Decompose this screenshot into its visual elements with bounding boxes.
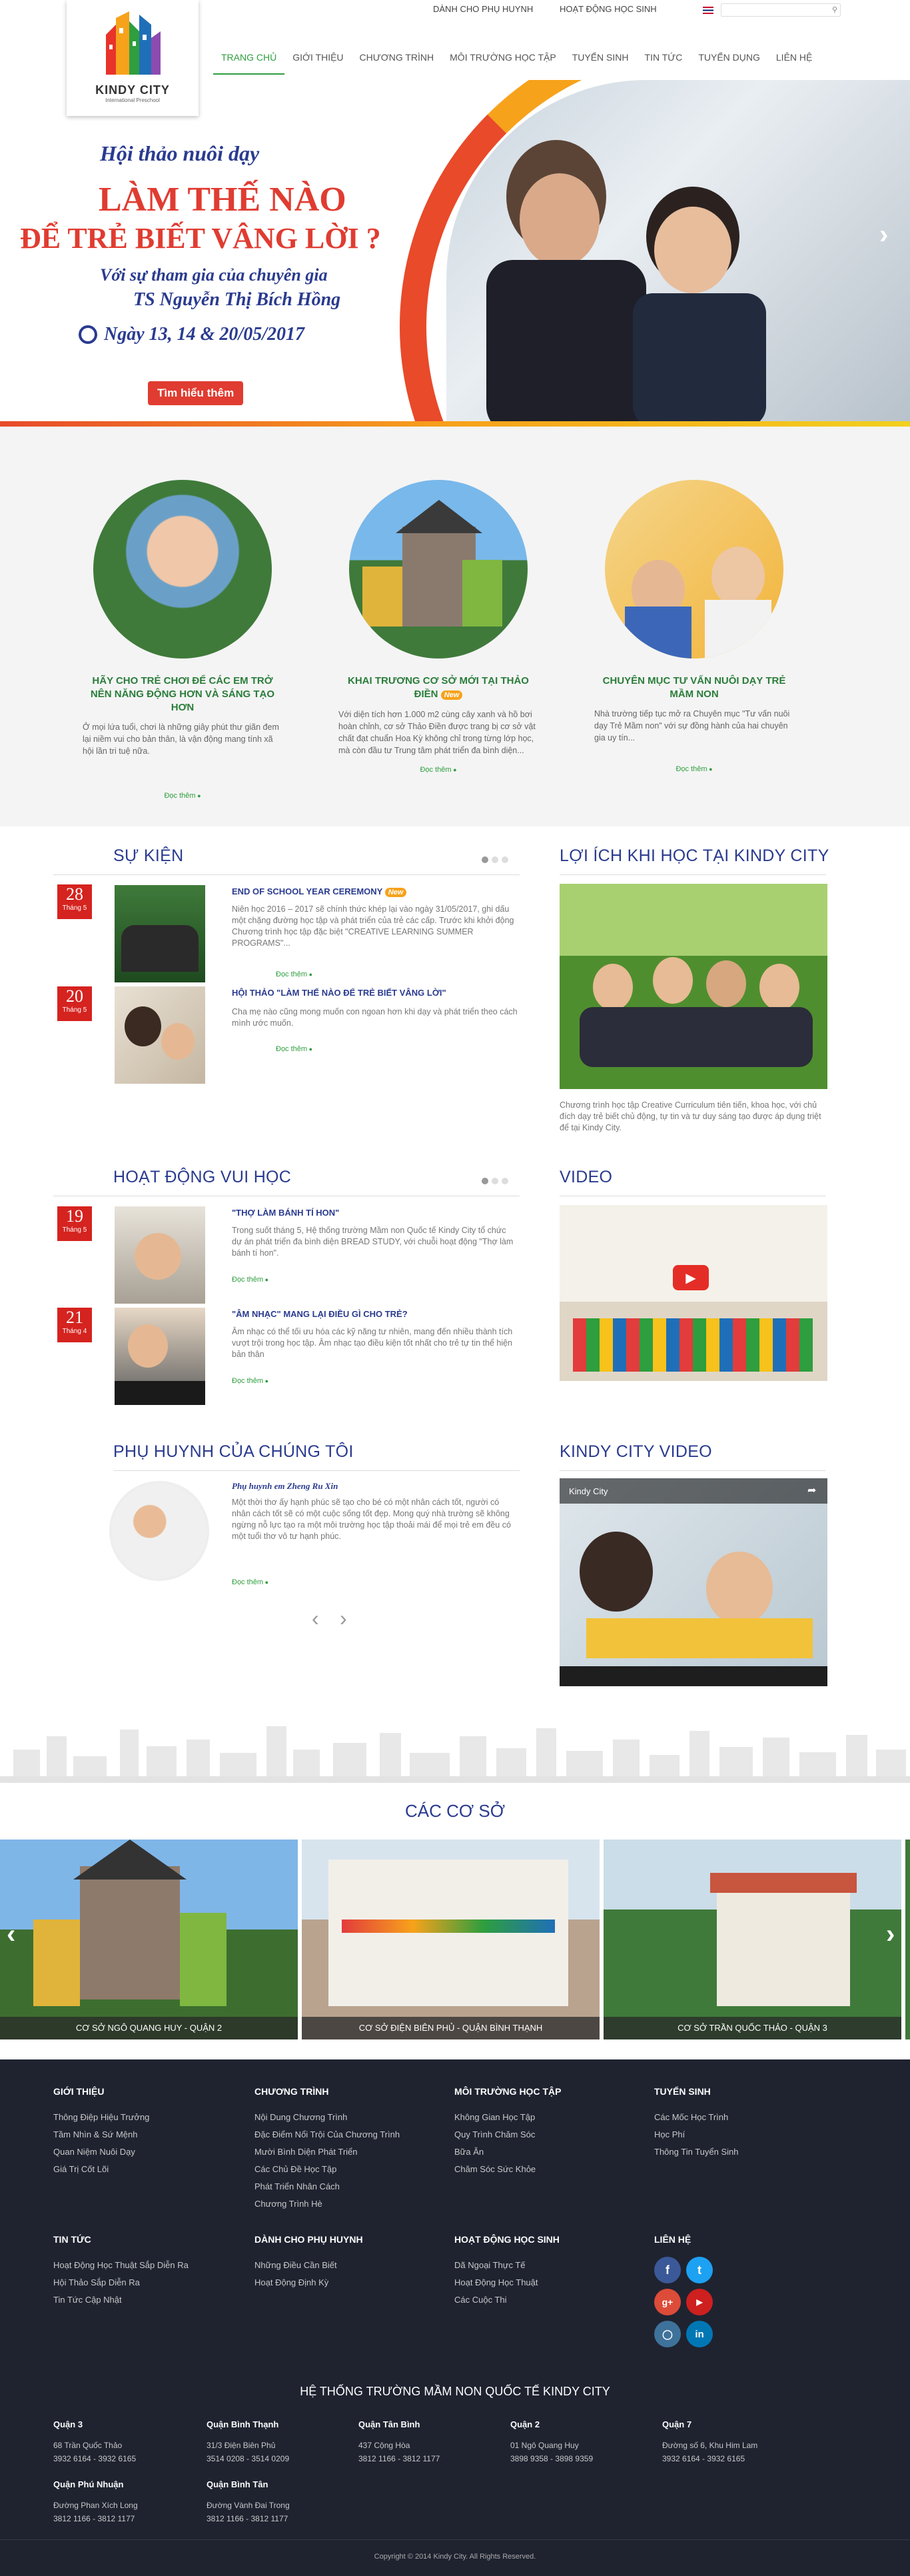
footer-heading: CHƯƠNG TRÌNH [254,2086,329,2097]
nav-news[interactable]: TIN TỨC [644,52,683,63]
play-icon[interactable]: ▶ [673,1265,709,1290]
feature-photo[interactable] [349,480,528,658]
new-badge: New [441,690,463,700]
footer-link[interactable]: Nội Dung Chương Trình [254,2112,348,2122]
read-more-link[interactable]: Đọc thêm ● [276,1045,312,1053]
nav-careers[interactable]: TUYỂN DỤNG [698,52,760,63]
read-more-link[interactable]: Đọc thêm ● [232,1377,268,1385]
hero-line4: Với sự tham gia của chuyên gia [100,265,328,285]
activity-thumbnail[interactable] [115,1206,205,1304]
address-block: Quận Phú Nhuận Đường Phan Xích Long 3812 1166 - 3812 1177 [53,2479,138,2523]
footer-link[interactable]: Hoạt Động Học Thuật [454,2277,538,2287]
google-plus-icon[interactable]: g+ [654,2289,681,2315]
search-icon[interactable]: ⚲ [831,6,837,14]
hero-banner [0,80,910,427]
address-block: Quận Bình Thạnh 31/3 Điện Biên Phủ 3514 0208 - 3514 0209 [207,2419,290,2463]
campus-prev-arrow-icon[interactable]: ‹ [7,1920,16,1949]
footer-link[interactable]: Thông Tin Tuyển Sinh [654,2147,739,2157]
feature-title[interactable]: KHAI TRƯƠNG CƠ SỞ MỚI TẠI THẢO ĐIỀN New [348,675,529,700]
footer-link[interactable]: Mười Bình Diện Phát Triển [254,2147,358,2157]
video-label: Kindy City [569,1486,608,1496]
footer-col-contact [654,2234,741,2347]
logo-name: KINDY CITY [95,83,170,97]
footer-link[interactable]: Phát Triển Nhân Cách [254,2181,340,2191]
footer-link[interactable]: Tin Tức Cập Nhật [53,2295,122,2305]
parents-title: PHỤ HUYNH CỦA CHÚNG TÔI [113,1442,354,1461]
campus-card[interactable] [0,1840,298,2039]
english-flag-icon[interactable] [703,7,713,14]
feature-title[interactable]: HÃY CHO TRẺ CHƠI ĐỂ CÁC EM TRỞ NÊN NĂNG ĐỘNG HƠN VÀ SÁNG TẠO HƠN [90,675,275,713]
event-date: 20 Tháng 5 [57,986,92,1021]
footer-link[interactable]: Các Cuộc Thi [454,2295,507,2305]
campus-card-partial[interactable] [905,1840,910,2039]
footer-link[interactable]: Bữa Ăn [454,2147,484,2157]
campus-label[interactable]: CƠ SỞ NGÔ QUANG HUY - QUẬN 2 [0,2017,298,2039]
facebook-icon[interactable]: f [654,2257,681,2283]
event-text: Niên học 2016 – 2017 sẽ chính thức khép lại vào ngày 31/05/2017, ghi dấu một chặng đường học tập và phát triển của trẻ các cấp. Trước khi khởi động Chương trình học tập đặc biệt "CREATIVE LEARNING SUMMER PROGRAMS"... [232,904,514,948]
footer-link[interactable]: Hội Thảo Sắp Diễn Ra [53,2277,140,2287]
footer-heading: LIÊN HỆ [654,2234,691,2245]
activity-thumbnail[interactable] [115,1308,205,1405]
activity-title[interactable]: "THỢ LÀM BÁNH TÍ HON" [232,1208,340,1218]
benefits-text: Chương trình học tập Creative Curriculum tiên tiến, khoa học, với chủ đích dạy trẻ biết chủ động, tự tin và tư duy sáng tạo được áp dụng triệt để tại Kindy City. [560,1100,821,1132]
clock-icon [79,325,97,344]
city-skyline [0,1723,910,1783]
footer-link[interactable]: Các Mốc Học Trình [654,2112,729,2122]
footer-link[interactable]: Quan Niệm Nuôi Dạy [53,2147,135,2157]
feature-card-advice [594,480,794,773]
hero-line3: ĐỂ TRẺ BIẾT VÂNG LỜI ? [20,222,381,255]
footer-divider [0,2539,910,2540]
footer-link[interactable]: Các Chủ Đề Học Tập [254,2164,337,2174]
footer-link[interactable]: Chăm Sóc Sức Khỏe [454,2164,536,2174]
footer-link[interactable]: Dã Ngoại Thực Tế [454,2260,526,2270]
logo-subtitle: International Preschool [105,97,160,103]
parent-avatar [109,1481,209,1581]
read-more-link[interactable]: Đọc thêm ● [164,792,201,800]
footer-link[interactable]: Thông Điệp Hiệu Trưởng [53,2112,150,2122]
feature-card-play [83,480,282,800]
search-input[interactable] [721,4,821,16]
footer-heading: GIỚI THIỆU [53,2086,105,2097]
top-link-parents[interactable]: DÀNH CHO PHỤ HUYNH [433,4,534,14]
parent-name: Phụ huynh em Zheng Ru Xin [232,1481,338,1491]
logo[interactable] [67,0,199,116]
address-block: Quận Bình Tân Đường Vành Đai Trong 3812 1166 - 3812 1177 [207,2479,290,2523]
footer-col-parents [254,2234,363,2291]
twitter-icon[interactable]: t [686,2257,713,2283]
nav-contact[interactable]: LIÊN HỆ [775,52,813,63]
new-badge: New [385,888,407,897]
top-link-students[interactable]: HOẠT ĐỘNG HỌC SINH [560,4,657,14]
events-pager[interactable] [482,856,508,863]
address-block: Quận 7 Đường số 6, Khu Him Lam 3932 6164 - 3932 6165 [662,2419,758,2463]
activity-title[interactable]: "ÂM NHẠC" MANG LẠI ĐIỀU GÌ CHO TRẺ? [232,1309,408,1319]
system-title: HỆ THỐNG TRƯỜNG MẦM NON QUỐC TẾ KINDY CITY [300,2385,610,2398]
divider [53,874,520,875]
nav-environment[interactable]: MÔI TRƯỜNG HỌC TẬP [450,52,556,63]
feature-photo[interactable] [605,480,783,658]
share-icon[interactable]: ➦ [807,1485,817,1496]
footer-heading: MÔI TRƯỜNG HỌC TẬP [454,2086,562,2097]
main-nav [213,48,820,75]
benefits-title: LỢI ÍCH KHI HỌC TẠI KINDY CITY [560,846,829,865]
footer-col-news [53,2234,189,2309]
feature-photo[interactable] [93,480,272,658]
benefits-photo[interactable] [560,884,827,1089]
events-title: SỰ KIỆN [113,846,184,865]
parent-text: Một thời thơ ấy hạnh phúc sẽ tạo cho bé có một nhân cách tốt, người có nhân cách tốt sẽ có một cuộc sống tốt đẹp. Mong quý nhà trường sẽ không ngừng nỗ lực tạo ra một môi trường học tập thoải mái để mọi trẻ em đều có một tuổi thơ vô tư hạnh phúc. [232,1498,511,1541]
event-text: Cha mẹ nào cũng mong muốn con ngoan hơn khi dạy và phát triển theo cách mình ước muốn. [232,1007,518,1028]
read-more-link[interactable]: Đọc thêm ● [232,1578,268,1586]
learn-more-button[interactable]: Tìm hiểu thêm [148,381,243,405]
campuses-title: CÁC CƠ SỞ [404,1801,506,1821]
nav-admission[interactable]: TUYỂN SINH [572,52,629,63]
footer-link[interactable]: Giá Trị Cốt Lõi [53,2164,109,2174]
hero-line1: Hội thảo nuôi dạy [100,141,260,165]
activity-date: 19 Tháng 5 [57,1206,92,1241]
hero-line2: LÀM THẾ NÀO [99,181,346,219]
footer-link[interactable]: Không Gian Học Tập [454,2112,536,2122]
address-block: Quận 2 01 Ngô Quang Huy 3898 9358 - 3898 9359 [510,2419,594,2463]
footer [0,2059,910,2576]
activity-date: 21 Tháng 4 [57,1308,92,1342]
kindy-video-player[interactable] [560,1478,827,1686]
features-section [0,427,910,826]
read-more-link[interactable]: Đọc thêm ● [676,765,712,773]
video-title: VIDEO [560,1168,613,1186]
footer-link[interactable]: Tầm Nhìn & Sứ Mệnh [53,2129,138,2139]
linkedin-icon[interactable]: in [686,2321,713,2347]
activities-pager[interactable] [482,1178,508,1184]
campus-next-arrow-icon[interactable]: › [886,1920,895,1949]
prev-arrow-icon[interactable]: ‹ [312,1606,319,1630]
footer-link[interactable]: Những Điều Cần Biết [254,2260,337,2270]
copyright: Copyright © 2014 Kindy City. All Rights Reserved. [374,2553,536,2561]
feature-text: Với diện tích hơn 1.000 m2 cùng cây xanh và hồ bơi hoàn chỉnh, cơ sở Thảo Điền được trang bị cơ sở vật chất đạt chuẩn Hoa Kỳ không chỉ trong từng lớp học, mà còn đầu tư Trung tâm phát triển đa bình diện... [338,710,536,755]
event-thumbnail[interactable] [115,885,205,982]
nav-home[interactable]: TRANG CHỦ [213,48,284,75]
footer-link[interactable]: Hoạt Động Định Kỳ [254,2277,329,2287]
campus-label[interactable]: CƠ SỞ TRẦN QUỐC THẢO - QUẬN 3 [604,2017,901,2039]
search-box[interactable] [721,3,841,17]
footer-link[interactable]: Đặc Điểm Nổi Trội Của Chương Trình [254,2129,400,2139]
read-more-link[interactable]: Đọc thêm ● [276,970,312,978]
feature-card-campus [338,480,538,774]
kindy-video-title: KINDY CITY VIDEO [560,1442,712,1461]
logo-icon [93,8,173,81]
feature-text: Nhà trường tiếp tục mở ra Chuyên mục "Tư vấn nuôi dạy Trẻ Mầm non" với sự đồng hành của hai chuyên gia uy tín... [594,709,790,742]
footer-link[interactable]: Học Phí [654,2129,685,2139]
video-player[interactable] [560,1205,827,1381]
footer-col-students [454,2234,560,2309]
next-arrow-icon[interactable]: › [340,1606,347,1630]
hero-next-arrow-icon[interactable]: › [879,220,889,249]
activities-title: HOẠT ĐỘNG VUI HỌC [113,1168,292,1186]
hero-photo [446,80,910,421]
divider [113,1470,520,1471]
address-block: Quận Tân Bình 437 Cộng Hòa 3812 1166 - 3812 1177 [358,2419,440,2463]
footer-heading: DÀNH CHO PHỤ HUYNH [254,2234,363,2245]
feature-title[interactable]: CHUYÊN MỤC TƯ VẤN NUÔI DẠY TRẺ MẦM NON [602,675,786,700]
footer-col-admission [654,2086,738,2161]
footer-heading: TIN TỨC [53,2234,91,2245]
youtube-icon[interactable]: ▶ [686,2289,713,2315]
feature-text: Ở mọi lứa tuổi, chơi là những giây phút thư giãn đem lại niềm vui cho bản thân, là vận động mang tính xã hội lần tri tuệ nữa. [83,722,279,756]
nav-about[interactable]: GIỚI THIỆU [292,52,344,63]
footer-col-about [53,2086,149,2178]
nav-program[interactable]: CHƯƠNG TRÌNH [359,52,434,63]
read-more-link[interactable]: Đọc thêm ● [420,766,456,774]
footer-heading: HOẠT ĐỘNG HỌC SINH [454,2234,560,2245]
footer-heading: TUYỂN SINH [654,2086,711,2097]
event-thumbnail[interactable] [115,986,205,1084]
event-date: 28 Tháng 5 [57,884,92,919]
campus-card[interactable] [302,1840,600,2039]
hero-line5: TS Nguyễn Thị Bích Hồng [133,289,341,310]
activity-text: Âm nhạc có thể tối ưu hóa các kỹ năng tư nhiên, mang đến nhiều thành tích vượt trội trong học tập. Âm nhạc tạo điều kiện tốt nhất cho trẻ tự tin thể hiện bản thân [232,1327,513,1359]
divider [560,874,826,875]
footer-link[interactable]: Chương Trình Hè [254,2199,322,2209]
address-block: Quận 3 68 Trần Quốc Thảo 3932 6164 - 3932 6165 [53,2419,137,2463]
event-title[interactable]: END OF SCHOOL YEAR CEREMONY New [232,886,406,896]
event-title[interactable]: HỘI THẢO "LÀM THẾ NÀO ĐỂ TRẺ BIẾT VÂNG LỜI" [232,988,446,998]
footer-col-environment [454,2086,561,2178]
read-more-link[interactable]: Đọc thêm ● [232,1276,268,1284]
footer-col-program [254,2086,400,2213]
hero-date: Ngày 13, 14 & 20/05/2017 [104,324,304,345]
activity-text: Trong suốt tháng 5, Hệ thống trường Mầm non Quốc tế Kindy City tổ chức dự án phát triển đa bình diện BREAD STUDY, với chuỗi hoạt động "Thợ làm bánh tí hon". [232,1226,514,1258]
campus-label[interactable]: CƠ SỞ ĐIỆN BIÊN PHỦ - QUẬN BÌNH THẠNH [302,2017,600,2039]
instagram-icon[interactable]: ◯ [654,2321,681,2347]
campus-card[interactable] [604,1840,901,2039]
divider [560,1470,826,1471]
footer-link[interactable]: Hoạt Động Học Thuật Sắp Diễn Ra [53,2260,189,2270]
footer-link[interactable]: Quy Trình Chăm Sóc [454,2129,536,2139]
hero-stripe [0,421,910,427]
